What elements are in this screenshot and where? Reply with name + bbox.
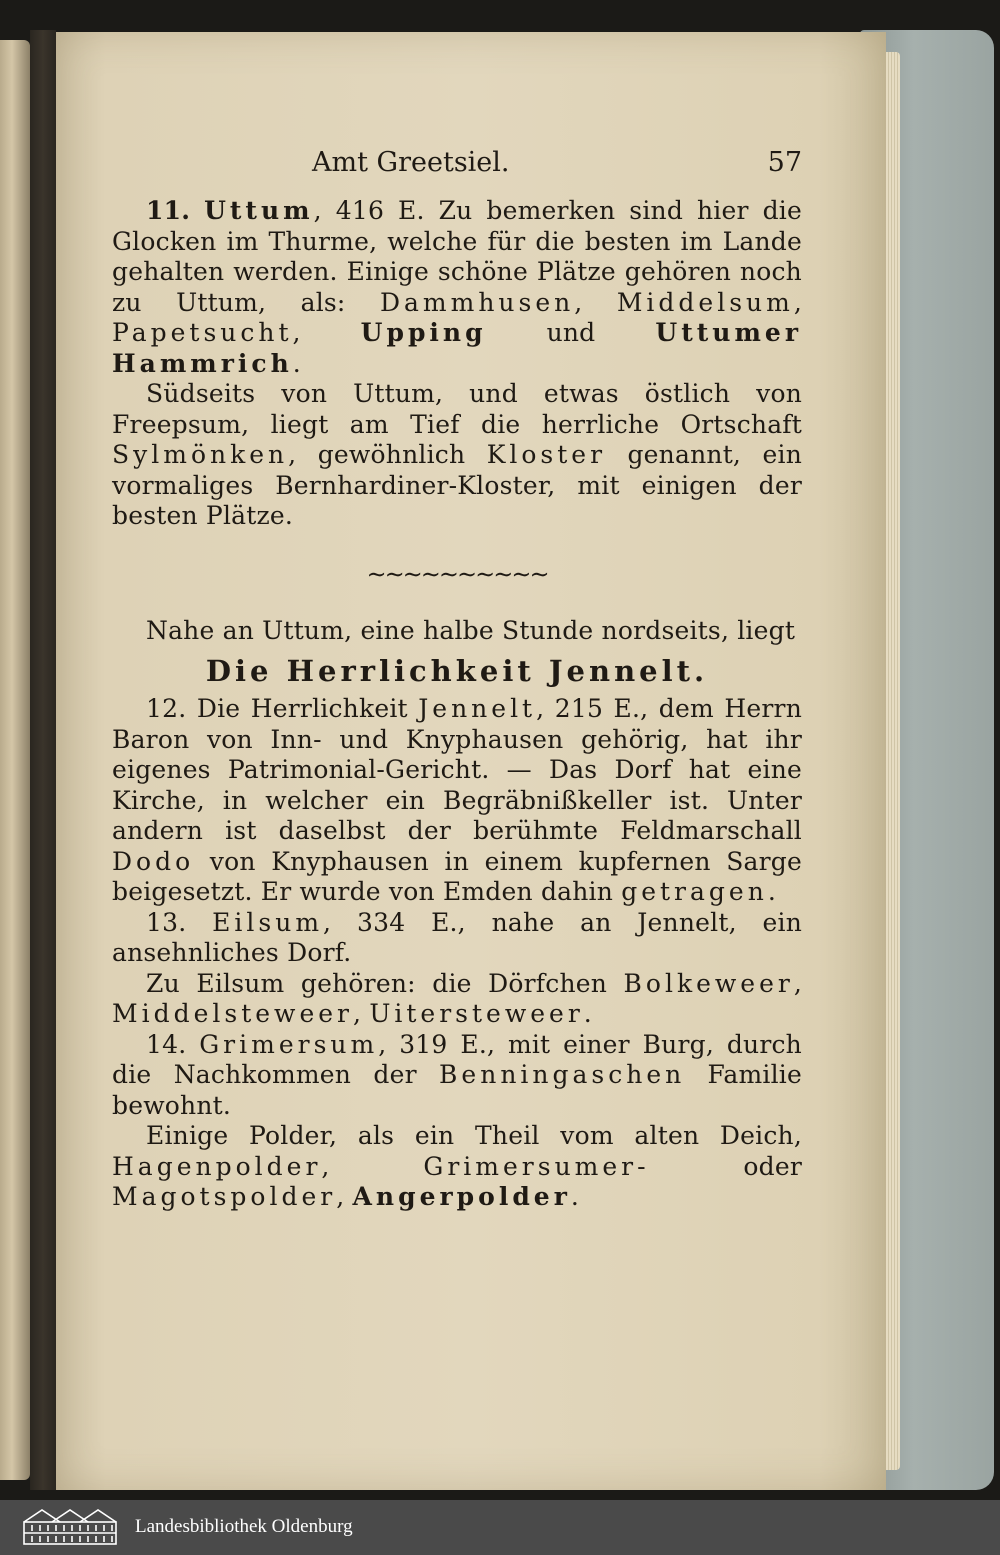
- entry-11-paragraph-2: [112, 379, 802, 532]
- library-name[interactable]: Landesbibliothek Oldenburg: [135, 1516, 353, 1537]
- book-page: [56, 32, 886, 1490]
- word-getragen: getragen: [621, 877, 768, 906]
- place-sylmonken: Sylmönken: [112, 440, 289, 469]
- conjunction: oder: [649, 1151, 802, 1181]
- entry-12-text: Die Herrlichkeit: [186, 694, 419, 723]
- entry-14: [112, 1030, 802, 1122]
- entry-13-paragraph-2: [112, 969, 802, 1030]
- intro-paragraph: Nahe an Uttum, eine halbe Stunde nordseits, liegt: [146, 615, 796, 645]
- place-middelsum: Middelsum: [616, 287, 794, 317]
- place-upping: Upping: [360, 318, 487, 347]
- separator: ,: [292, 318, 361, 347]
- entry-13-text: , 334 E., nahe an Jennelt, ein ansehnliches Dorf.: [112, 907, 802, 967]
- period: .: [292, 348, 301, 378]
- entry-13: [112, 908, 802, 969]
- place-magotspolder: Magotspolder: [112, 1182, 337, 1211]
- period: .: [767, 877, 776, 906]
- entry-11-text: , 416 E. Zu bemerken sind hier die Glocken im Thurme, welche für die besten im Lande gehalten werden. Einige schöne Plätze gehören noch zu Uttum, als:: [112, 196, 802, 317]
- entry-12: [112, 694, 802, 908]
- page-edges: [886, 52, 900, 1470]
- entry-11-text-3: , gewöhnlich: [288, 440, 487, 469]
- footer-bar: [0, 1500, 1000, 1555]
- separator: ,: [321, 1151, 424, 1181]
- separator: ,: [336, 1182, 353, 1211]
- entry-12-text-3: von Knyphausen in einem kupfernen Sarge beigesetzt. Er wurde von Emden dahin: [112, 846, 802, 906]
- period: .: [583, 999, 592, 1028]
- place-papetsucht: Papetsucht: [112, 318, 293, 347]
- entry-14-text: , 319 E., mit einer Burg, durch die Nachkommen der: [112, 1029, 802, 1089]
- place-grimersumer: Grimersumer-: [423, 1151, 650, 1181]
- separator: ,: [793, 968, 802, 998]
- section-title: Die Herrlichkeit Jennelt.: [205, 654, 709, 688]
- conjunction: und: [486, 318, 656, 347]
- family-benningaschen: Benningaschen: [439, 1060, 686, 1089]
- entry-11-text-4: genannt, ein vormaliges Bernhardiner-Kloster, mit einigen der besten Plätze.: [112, 440, 802, 530]
- separator: ,: [793, 287, 803, 317]
- entry-13-name: Eilsum: [212, 907, 324, 937]
- place-dammhusen: Dammhusen: [379, 287, 575, 317]
- page-text: [112, 147, 802, 1213]
- page-number: 57: [767, 147, 802, 178]
- library-building-icon[interactable]: [20, 1506, 120, 1548]
- place-uitersteweer: Uitersteweer: [369, 999, 584, 1028]
- entry-12-text-2: , 215 E., dem Herrn Baron von Inn- und Knyphausen gehörig, hat ihr eigenes Patrimonial-Gericht. — Das Dorf hat eine Kirche, in welcher ein Begräbnißkeller ist. Unter andern ist daselbst der berühmte Feldmarschall: [112, 694, 802, 845]
- entry-13-text-2: Zu Eilsum gehören: die Dörfchen: [146, 968, 624, 998]
- place-angerpolder: Angerpolder: [352, 1182, 571, 1211]
- entry-14-number: 14.: [146, 1029, 187, 1059]
- place-kloster: Kloster: [486, 440, 607, 469]
- period: .: [570, 1182, 580, 1211]
- running-title: Amt Greetsiel.: [312, 147, 510, 178]
- entry-14-text-2: Familie bewohnt.: [112, 1060, 802, 1120]
- entry-12-number: 12.: [146, 694, 187, 723]
- book-gutter: [30, 30, 56, 1490]
- entry-13-number: 13.: [146, 907, 187, 937]
- person-dodo: Dodo: [112, 846, 195, 876]
- entry-11-text-2: Südseits von Uttum, und etwas östlich von Freepsum, liegt am Tief die herrliche Ortschaft: [112, 379, 802, 439]
- place-middelsteweer: Middelsteweer: [112, 999, 354, 1028]
- entry-14-paragraph-2: [112, 1121, 802, 1213]
- entry-14-text-3: Einige Polder, als ein Theil vom alten Deich,: [146, 1121, 802, 1150]
- ornamental-divider: ∼∼∼∼∼∼∼∼∼∼: [366, 559, 548, 588]
- entry-12-name: Jennelt: [418, 694, 537, 723]
- left-page-edge: [0, 40, 30, 1480]
- entry-11-name: Uttum: [204, 196, 314, 225]
- separator: ,: [574, 287, 617, 317]
- entry-11-number: 11.: [146, 196, 191, 225]
- entry-14-name: Grimersum: [199, 1029, 379, 1059]
- separator: ,: [353, 999, 370, 1028]
- place-hagenpolder: Hagenpolder: [112, 1151, 322, 1181]
- place-bolkeweer: Bolkeweer: [623, 968, 794, 998]
- running-head: [312, 147, 802, 178]
- place-uttumer-hammrich: Uttumer Hammrich: [112, 318, 802, 378]
- entry-11: [112, 196, 802, 379]
